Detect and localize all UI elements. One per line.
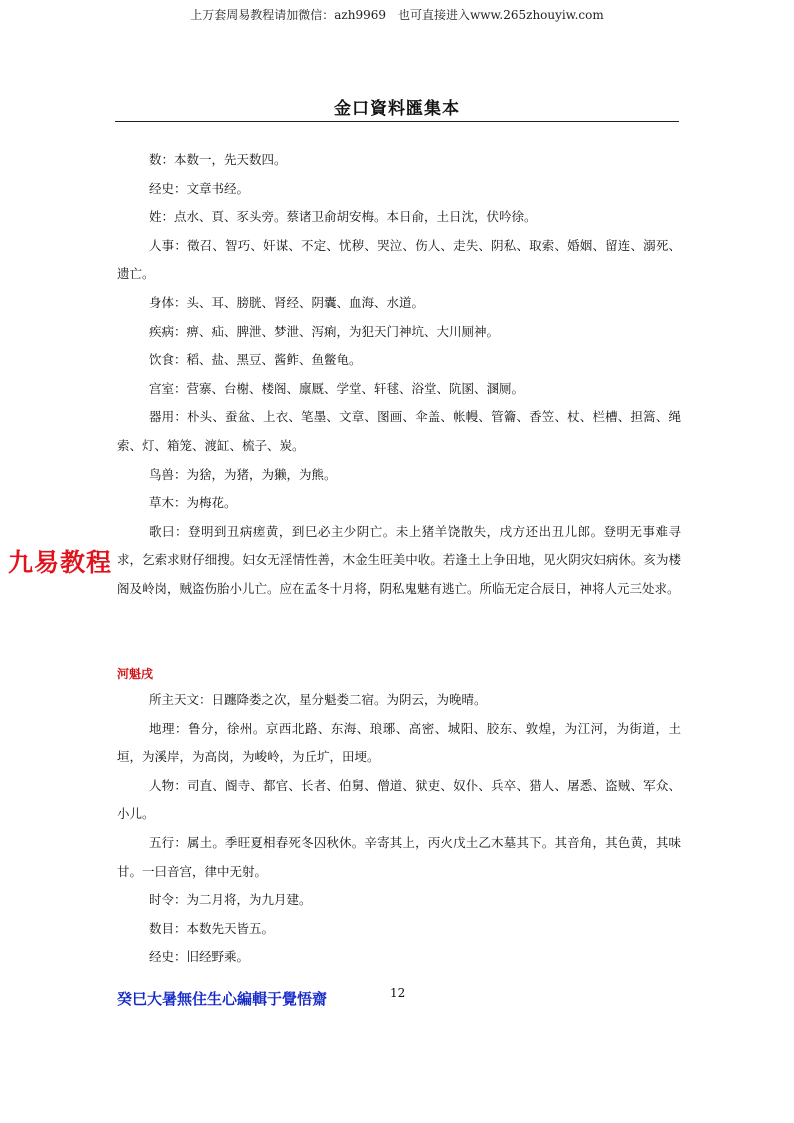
document-title: 金口資料匯集本 xyxy=(334,99,460,119)
paragraph: 时令：为二月将，为九月建。 xyxy=(149,892,312,908)
title-rule xyxy=(115,121,679,122)
paragraph: 经史：旧经野乘。 xyxy=(149,949,250,965)
paragraph: 身体：头、耳、膀胱、肾经、阴囊、血海、水道。 xyxy=(149,294,425,310)
paragraph: 人物：司直、阍寺、都官、长者、伯舅、僧道、狱吏、奴仆、兵卒、猎人、屠悉、盗贼、军众、小儿。 xyxy=(117,777,681,822)
watermark-logo: 九易教程 xyxy=(6,543,114,579)
paragraph: 所主天文：日躔降娄之次，星分魁娄二宿。为阴云，为晚晴。 xyxy=(149,692,487,707)
paragraph: 疾病：痹、疝、脾泄、梦泄、泻痢，为犯天门神坑、大川厕神。 xyxy=(149,323,500,339)
paragraph: 宫室：营寨、台榭、楼阁、廪厩、学堂、轩毬、浴堂、阬圂、溷厕。 xyxy=(149,380,525,396)
paragraph: 经史：文章书经。 xyxy=(149,180,250,196)
paragraph: 器用：朴头、蚕盆、上衣、笔墨、文章、图画、伞盖、帐幔、管籥、香笠、杖、栏槽、担篙、绳索、灯、箱笼、渡缸、梳子、炭。 xyxy=(117,409,681,453)
section-heading: 河魁戌 xyxy=(117,667,154,681)
page-number: 12 xyxy=(390,986,406,1000)
paragraph: 歌曰：登明到丑病瘥黄，到巳必主少阴亡。未上猪羊饶散失，戌方还出丑儿郎。登明无事难寻求，乞索求财仔细搜。妇女无淫情性善，木金生旺美中收。若逢土上争田地，见火阴灾妇病休。亥为楼阁及岭岗，贼盗伤胎小儿亡。应在孟冬十月将，阴私鬼魅有逃亡。所临无定合辰日，神将人元三处求。 xyxy=(117,523,681,596)
paragraph: 数目：本数先天皆五。 xyxy=(149,920,275,936)
paragraph: 鸟兽：为猞，为猪，为獭，为熊。 xyxy=(149,466,337,482)
body-text xyxy=(117,146,681,604)
paragraph: 姓：点水、頁、豕头旁。蔡诸卫俞胡安梅。本日俞，土日沈，伏吟徐。 xyxy=(149,209,537,225)
top-banner: 上万套周易教程请加微信：azh9969 也可直接进入www.265zhouyiw.com xyxy=(190,8,604,22)
paragraph: 地理：鲁分，徐州。京西北路、东海、琅琊、高密、城阳、胶东、敦煌，为江河，为街道，土垣，为溪岸，为高岗，为峻岭，为丘圹，田埂。 xyxy=(117,720,681,765)
paragraph: 五行：属土。季旺夏相春死冬囚秋休。辛寄其上，丙火戊土乙木墓其下。其音角，其色黄，其味甘。一曰音宫，律中无射。 xyxy=(117,834,681,879)
section-text xyxy=(117,686,681,972)
paragraph: 草木：为梅花。 xyxy=(149,495,237,511)
paragraph: 数：本数一，先天数四。 xyxy=(149,152,287,167)
paragraph: 人事：徵召、智巧、奸谋、不定、忧秽、哭泣、伤人、走失、阴私、取索、婚姻、留连、溺死、遗亡。 xyxy=(117,237,681,282)
footer-signature: 癸巳大暑無住生心編輯于覺悟齋 xyxy=(117,990,328,1008)
paragraph: 饮食：稻、盐、黑豆、酱鲊、鱼鳖龟。 xyxy=(149,352,362,368)
